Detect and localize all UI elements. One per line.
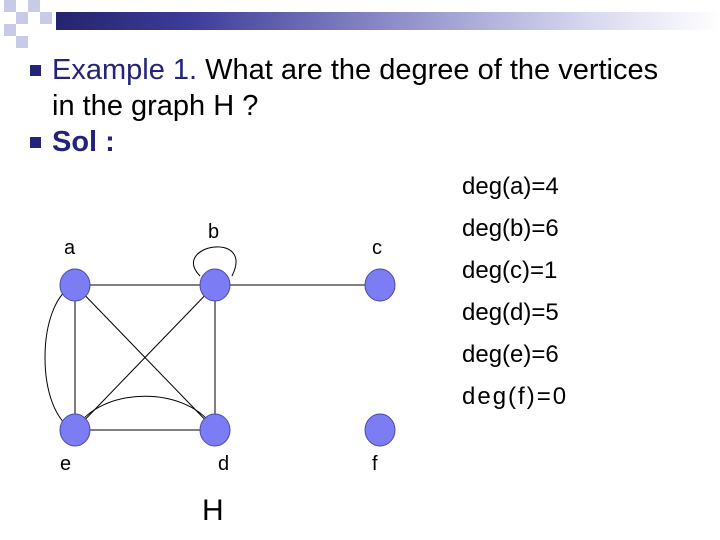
vertex-e [60,414,90,446]
vertex-f [365,414,395,446]
edge-e-d-arc [75,396,215,430]
graph-name-label: H [202,494,224,527]
vertex-label-c: c [372,237,382,259]
vertex-label-f: f [372,453,378,475]
vertex-labels [60,221,382,527]
degree-f: deg(f)=0 [462,383,569,410]
degree-e: deg(e)=6 [462,341,559,368]
vertex-b [200,269,230,301]
graph-vertices [60,269,395,446]
edge-a-e-arc [45,285,75,430]
vertex-label-d: d [218,453,230,475]
degree-b: deg(b)=6 [462,215,559,242]
degree-c: deg(c)=1 [462,257,558,284]
vertex-a [60,269,90,301]
vertex-label-b: b [208,221,220,243]
vertex-c [365,269,395,301]
bullet-lead: Example 1. [52,54,198,86]
bullet-text: What are the degree of the vertices in the graph H ? [52,54,659,122]
vertex-d [200,414,230,446]
vertex-label-e: e [60,453,72,475]
bullet-lead: Sol : [52,126,115,158]
vertex-label-a: a [64,237,76,259]
degree-d: deg(d)=5 [462,299,559,326]
degree-a: deg(a)=4 [462,173,559,200]
